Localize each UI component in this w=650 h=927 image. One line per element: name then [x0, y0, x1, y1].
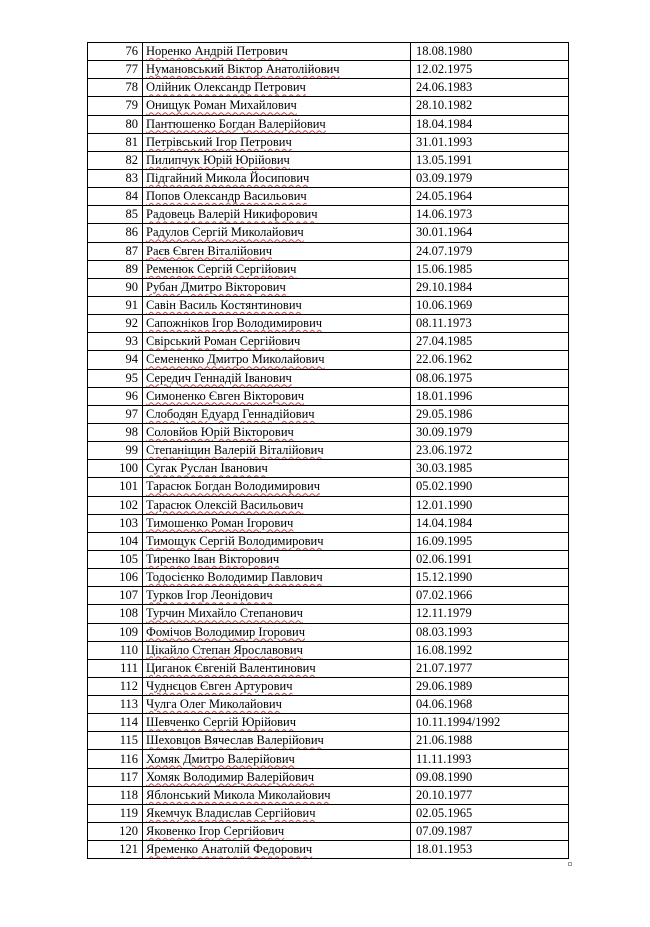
table-row [88, 133, 569, 151]
row-number: 98 [88, 423, 143, 441]
person-name-cell [143, 623, 411, 641]
person-name-cell [143, 750, 411, 768]
person-name-cell [143, 587, 411, 605]
table-row [88, 387, 569, 405]
table-row [88, 605, 569, 623]
birth-date: 02.06.1991 [411, 550, 569, 568]
person-name-cell [143, 206, 411, 224]
row-number: 77 [88, 61, 143, 79]
person-name-cell [143, 133, 411, 151]
person-name: Норенко Андрій Петрович [146, 44, 288, 59]
person-name: Фомічов Володимир Ігорович [146, 624, 306, 639]
row-number: 97 [88, 405, 143, 423]
person-name: Цікайло Степан Ярославович [146, 642, 303, 657]
row-number: 114 [88, 714, 143, 732]
table-row [88, 296, 569, 314]
row-number: 92 [88, 315, 143, 333]
person-name: Раєв Євген Віталійович [146, 243, 272, 258]
birth-date: 23.06.1972 [411, 442, 569, 460]
birth-date: 18.04.1984 [411, 115, 569, 133]
person-name: Нумановський Віктор Анатолійович [146, 62, 340, 77]
table-row [88, 696, 569, 714]
table-row [88, 351, 569, 369]
table-row [88, 188, 569, 206]
row-number: 117 [88, 768, 143, 786]
person-name-cell [143, 804, 411, 822]
person-name: Попов Олександр Васильович [146, 189, 307, 204]
table-row [88, 43, 569, 61]
table-row [88, 97, 569, 115]
birth-date: 12.02.1975 [411, 61, 569, 79]
person-name: Циганок Євгеній Валентинович [146, 660, 316, 675]
birth-date: 10.11.1994/1992 [411, 714, 569, 732]
person-name: Степаніщин Валерій Віталійович [146, 443, 324, 458]
person-name: Радулов Сергій Миколайович [146, 225, 304, 240]
person-name: Тиренко Іван Вікторович [146, 552, 280, 566]
row-number: 102 [88, 496, 143, 514]
birth-date: 28.10.1982 [411, 97, 569, 115]
birth-date: 27.04.1985 [411, 333, 569, 351]
table-row [88, 169, 569, 187]
person-name-cell [143, 786, 411, 804]
row-number: 109 [88, 623, 143, 641]
person-name-cell [143, 677, 411, 695]
person-name: Савін Василь Костянтинович [146, 298, 302, 313]
person-name: Радовець Валерій Никифорович [146, 207, 318, 222]
birth-date: 30.03.1985 [411, 460, 569, 478]
person-name: Яковенко Ігор Сергійович [146, 824, 285, 839]
table-row [88, 823, 569, 841]
table-row [88, 569, 569, 587]
row-number: 99 [88, 442, 143, 460]
table-row [88, 550, 569, 568]
table-row [88, 423, 569, 441]
birth-date: 20.10.1977 [411, 786, 569, 804]
person-name: Сугак Руслан Іванович [146, 461, 268, 476]
table-row [88, 151, 569, 169]
person-name-cell [143, 43, 411, 61]
birth-date: 08.03.1993 [411, 623, 569, 641]
birth-date: 11.11.1993 [411, 750, 569, 768]
row-number: 104 [88, 532, 143, 550]
row-number: 116 [88, 750, 143, 768]
person-name: Слободян Едуард Геннадійович [146, 406, 315, 421]
person-name: Підгайний Микола Йосипович [146, 171, 310, 186]
personnel-table-body [88, 43, 569, 859]
person-name: Онищук Роман Михайлович [146, 98, 297, 113]
person-name: Петрівський Ігор Петрович [146, 134, 292, 149]
birth-date: 24.05.1964 [411, 188, 569, 206]
row-number: 121 [88, 841, 143, 859]
person-name-cell [143, 351, 411, 369]
row-number: 95 [88, 369, 143, 387]
table-row [88, 496, 569, 514]
table-row [88, 405, 569, 423]
person-name: Турков Ігор Леонідович [146, 588, 273, 603]
person-name: Ременюк Сергій Сергійович [146, 261, 297, 276]
row-number: 87 [88, 242, 143, 260]
person-name-cell [143, 224, 411, 242]
person-name-cell [143, 514, 411, 532]
table-row [88, 841, 569, 859]
table-row [88, 804, 569, 822]
table-row [88, 206, 569, 224]
birth-date: 10.06.1969 [411, 296, 569, 314]
table-row [88, 260, 569, 278]
row-number: 106 [88, 569, 143, 587]
person-name-cell [143, 496, 411, 514]
table-row [88, 677, 569, 695]
row-number: 96 [88, 387, 143, 405]
person-name: Середич Геннадій Іванович [146, 370, 292, 385]
table-row [88, 587, 569, 605]
person-name-cell [143, 260, 411, 278]
person-name: Олійник Олександр Петрович [146, 80, 306, 95]
birth-date: 18.01.1996 [411, 387, 569, 405]
person-name-cell [143, 569, 411, 587]
person-name-cell [143, 97, 411, 115]
row-number: 113 [88, 696, 143, 714]
person-name-cell [143, 333, 411, 351]
row-number: 118 [88, 786, 143, 804]
person-name-cell [143, 296, 411, 314]
table-row [88, 623, 569, 641]
person-name-cell [143, 605, 411, 623]
birth-date: 29.06.1989 [411, 677, 569, 695]
row-number: 76 [88, 43, 143, 61]
person-name-cell [143, 369, 411, 387]
person-name: Турчин Михайло Степанович [146, 606, 303, 621]
row-number: 94 [88, 351, 143, 369]
person-name-cell [143, 550, 411, 568]
row-number: 80 [88, 115, 143, 133]
person-name-cell [143, 696, 411, 714]
person-name: Якемчук Владислав Сергійович [146, 805, 316, 820]
person-name-cell [143, 61, 411, 79]
row-number: 112 [88, 677, 143, 695]
row-number: 82 [88, 151, 143, 169]
row-number: 103 [88, 514, 143, 532]
birth-date: 21.06.1988 [411, 732, 569, 750]
row-number: 91 [88, 296, 143, 314]
row-number: 110 [88, 641, 143, 659]
table-row [88, 333, 569, 351]
person-name-cell [143, 532, 411, 550]
table-row [88, 786, 569, 804]
person-name-cell [143, 841, 411, 859]
person-name-cell [143, 478, 411, 496]
birth-date: 22.06.1962 [411, 351, 569, 369]
person-name: Шеховцов Вячеслав Валерійович [146, 733, 324, 748]
row-number: 78 [88, 79, 143, 97]
row-number: 107 [88, 587, 143, 605]
birth-date: 02.05.1965 [411, 804, 569, 822]
person-name-cell [143, 188, 411, 206]
table-row [88, 750, 569, 768]
person-name-cell [143, 768, 411, 786]
person-name: Чулга Олег Миколайович [146, 697, 282, 712]
person-name: Тодосієнко Володимир Павлович [146, 570, 323, 585]
birth-date: 07.02.1966 [411, 587, 569, 605]
birth-date: 30.09.1979 [411, 423, 569, 441]
row-number: 115 [88, 732, 143, 750]
person-name: Свірський Роман Сергійович [146, 334, 301, 349]
person-name: Яременко Анатолій Федорович [146, 842, 313, 857]
table-row [88, 641, 569, 659]
birth-date: 04.06.1968 [411, 696, 569, 714]
person-name: Пантюшенко Богдан Валерійович [146, 116, 326, 131]
person-name-cell [143, 169, 411, 187]
person-name-cell [143, 659, 411, 677]
person-name-cell [143, 732, 411, 750]
birth-date: 24.06.1983 [411, 79, 569, 97]
table-row [88, 224, 569, 242]
table-row [88, 659, 569, 677]
birth-date: 08.11.1973 [411, 315, 569, 333]
person-name: Шевченко Сергій Юрійович [146, 715, 297, 730]
person-name-cell [143, 442, 411, 460]
person-name: Чуднєцов Євген Артурович [146, 678, 293, 693]
birth-date: 15.12.1990 [411, 569, 569, 587]
person-name-cell [143, 387, 411, 405]
row-number: 86 [88, 224, 143, 242]
table-row [88, 478, 569, 496]
row-number: 111 [88, 659, 143, 677]
person-name: Яблонський Микола Миколайович [146, 787, 331, 802]
birth-date: 08.06.1975 [411, 369, 569, 387]
person-name-cell [143, 823, 411, 841]
person-name: Пилипчук Юрій Юрійович [146, 152, 290, 167]
person-name: Тимошенко Роман Ігорович [146, 515, 294, 530]
table-row [88, 315, 569, 333]
row-number: 105 [88, 550, 143, 568]
person-name: Тимощук Сергій Володимирович [146, 533, 324, 548]
row-number: 85 [88, 206, 143, 224]
person-name-cell [143, 278, 411, 296]
birth-date: 15.06.1985 [411, 260, 569, 278]
birth-date: 24.07.1979 [411, 242, 569, 260]
person-name-cell [143, 460, 411, 478]
table-row [88, 732, 569, 750]
table-row [88, 278, 569, 296]
birth-date: 14.04.1984 [411, 514, 569, 532]
person-name-cell [143, 641, 411, 659]
row-number: 93 [88, 333, 143, 351]
birth-date: 30.01.1964 [411, 224, 569, 242]
person-name: Тарасюк Олексій Васильович [146, 497, 304, 512]
table-row [88, 115, 569, 133]
person-name: Соловйов Юрій Вікторович [146, 425, 294, 440]
table-row [88, 514, 569, 532]
birth-date: 31.01.1993 [411, 133, 569, 151]
table-row [88, 768, 569, 786]
row-number: 84 [88, 188, 143, 206]
person-name-cell [143, 115, 411, 133]
birth-date: 13.05.1991 [411, 151, 569, 169]
row-number: 83 [88, 169, 143, 187]
person-name-cell [143, 405, 411, 423]
row-number: 108 [88, 605, 143, 623]
person-name: Хомяк Дмитро Валерійович [146, 751, 295, 766]
person-name: Тарасюк Богдан Володимирович [146, 479, 320, 494]
personnel-table [87, 42, 569, 859]
table-row [88, 61, 569, 79]
table-row [88, 442, 569, 460]
birth-date: 05.02.1990 [411, 478, 569, 496]
birth-date: 18.08.1980 [411, 43, 569, 61]
row-number: 119 [88, 804, 143, 822]
table-row [88, 242, 569, 260]
row-number: 100 [88, 460, 143, 478]
birth-date: 12.11.1979 [411, 605, 569, 623]
person-name-cell [143, 423, 411, 441]
birth-date: 14.06.1973 [411, 206, 569, 224]
birth-date: 29.05.1986 [411, 405, 569, 423]
row-number: 79 [88, 97, 143, 115]
person-name-cell [143, 242, 411, 260]
person-name: Симоненко Євген Вікторович [146, 388, 305, 403]
table-row [88, 369, 569, 387]
row-number: 89 [88, 260, 143, 278]
row-number: 101 [88, 478, 143, 496]
person-name-cell [143, 714, 411, 732]
person-name: Сапожніков Ігор Володимирович [146, 316, 323, 331]
row-number: 120 [88, 823, 143, 841]
birth-date: 07.09.1987 [411, 823, 569, 841]
person-name-cell [143, 315, 411, 333]
table-row [88, 532, 569, 550]
birth-date: 16.08.1992 [411, 641, 569, 659]
table-row [88, 79, 569, 97]
person-name: Хомяк Володимир Валерійович [146, 769, 315, 784]
person-name: Рубан Дмитро Вікторович [146, 279, 286, 294]
birth-date: 16.09.1995 [411, 532, 569, 550]
table-end-marker [568, 862, 572, 866]
birth-date: 03.09.1979 [411, 169, 569, 187]
table-row [88, 714, 569, 732]
person-name-cell [143, 151, 411, 169]
birth-date: 21.07.1977 [411, 659, 569, 677]
row-number: 90 [88, 278, 143, 296]
person-name-cell [143, 79, 411, 97]
birth-date: 09.08.1990 [411, 768, 569, 786]
birth-date: 18.01.1953 [411, 841, 569, 859]
table-row [88, 460, 569, 478]
row-number: 81 [88, 133, 143, 151]
person-name: Семененко Дмитро Миколайович [146, 352, 325, 367]
birth-date: 12.01.1990 [411, 496, 569, 514]
birth-date: 29.10.1984 [411, 278, 569, 296]
